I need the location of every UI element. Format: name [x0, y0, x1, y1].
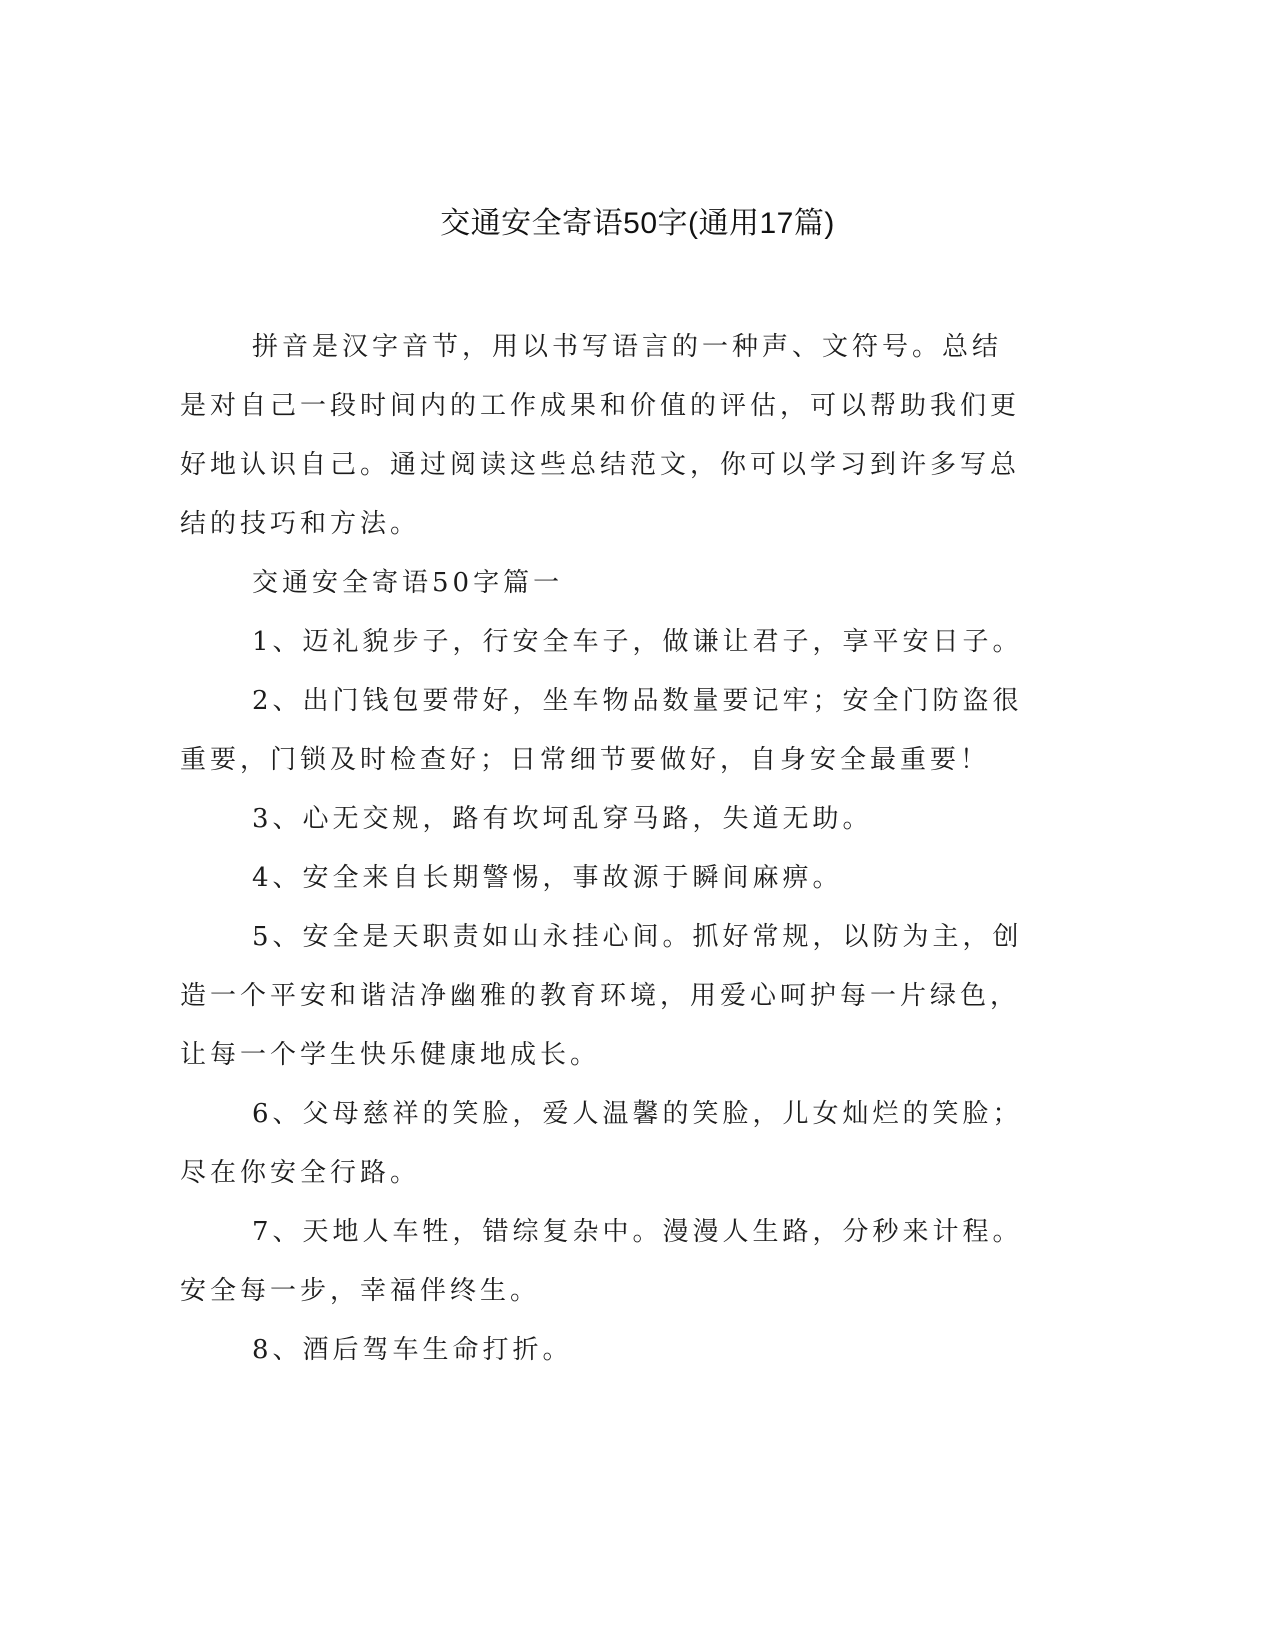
document-body: [180, 318, 1030, 1380]
list-item: 3、心无交规，路有坎坷乱穿马路，失道无助。: [252, 804, 873, 834]
list-item: 6、父母慈祥的笑脸，爱人温馨的笑脸，儿女灿烂的笑脸；尽在你安全行路。: [180, 1099, 1023, 1188]
list-item: 8、酒后驾车生命打折。: [252, 1335, 573, 1365]
list-item: 5、安全是天职责如山永挂心间。抓好常规，以防为主，创造一个平安和谐洁净幽雅的教育环境，用爱心呵护每一片绿色，让每一个学生快乐健康地成长。: [180, 922, 1023, 1070]
document-title: 交通安全寄语50字(通用17篇): [440, 207, 835, 240]
section-heading: 交通安全寄语50字篇一: [252, 568, 564, 598]
intro-paragraph: 拼音是汉字音节，用以书写语言的一种声、文符号。总结是对自己一段时间内的工作成果和价值的评估，可以帮助我们更好地认识自己。通过阅读这些总结范文，你可以学习到许多写总结的技巧和方法。: [180, 332, 1021, 539]
list-item: 4、安全来自长期警惕，事故源于瞬间麻痹。: [252, 863, 843, 893]
list-item: 2、出门钱包要带好，坐车物品数量要记牢；安全门防盗很重要，门锁及时检查好；日常细节要做好，自身安全最重要！: [180, 686, 1023, 775]
list-item: 1、迈礼貌步子，行安全车子，做谦让君子，享平安日子。: [252, 627, 1023, 657]
list-item: 7、天地人车牲，错综复杂中。漫漫人生路，分秒来计程。安全每一步，幸福伴终生。: [180, 1217, 1023, 1306]
